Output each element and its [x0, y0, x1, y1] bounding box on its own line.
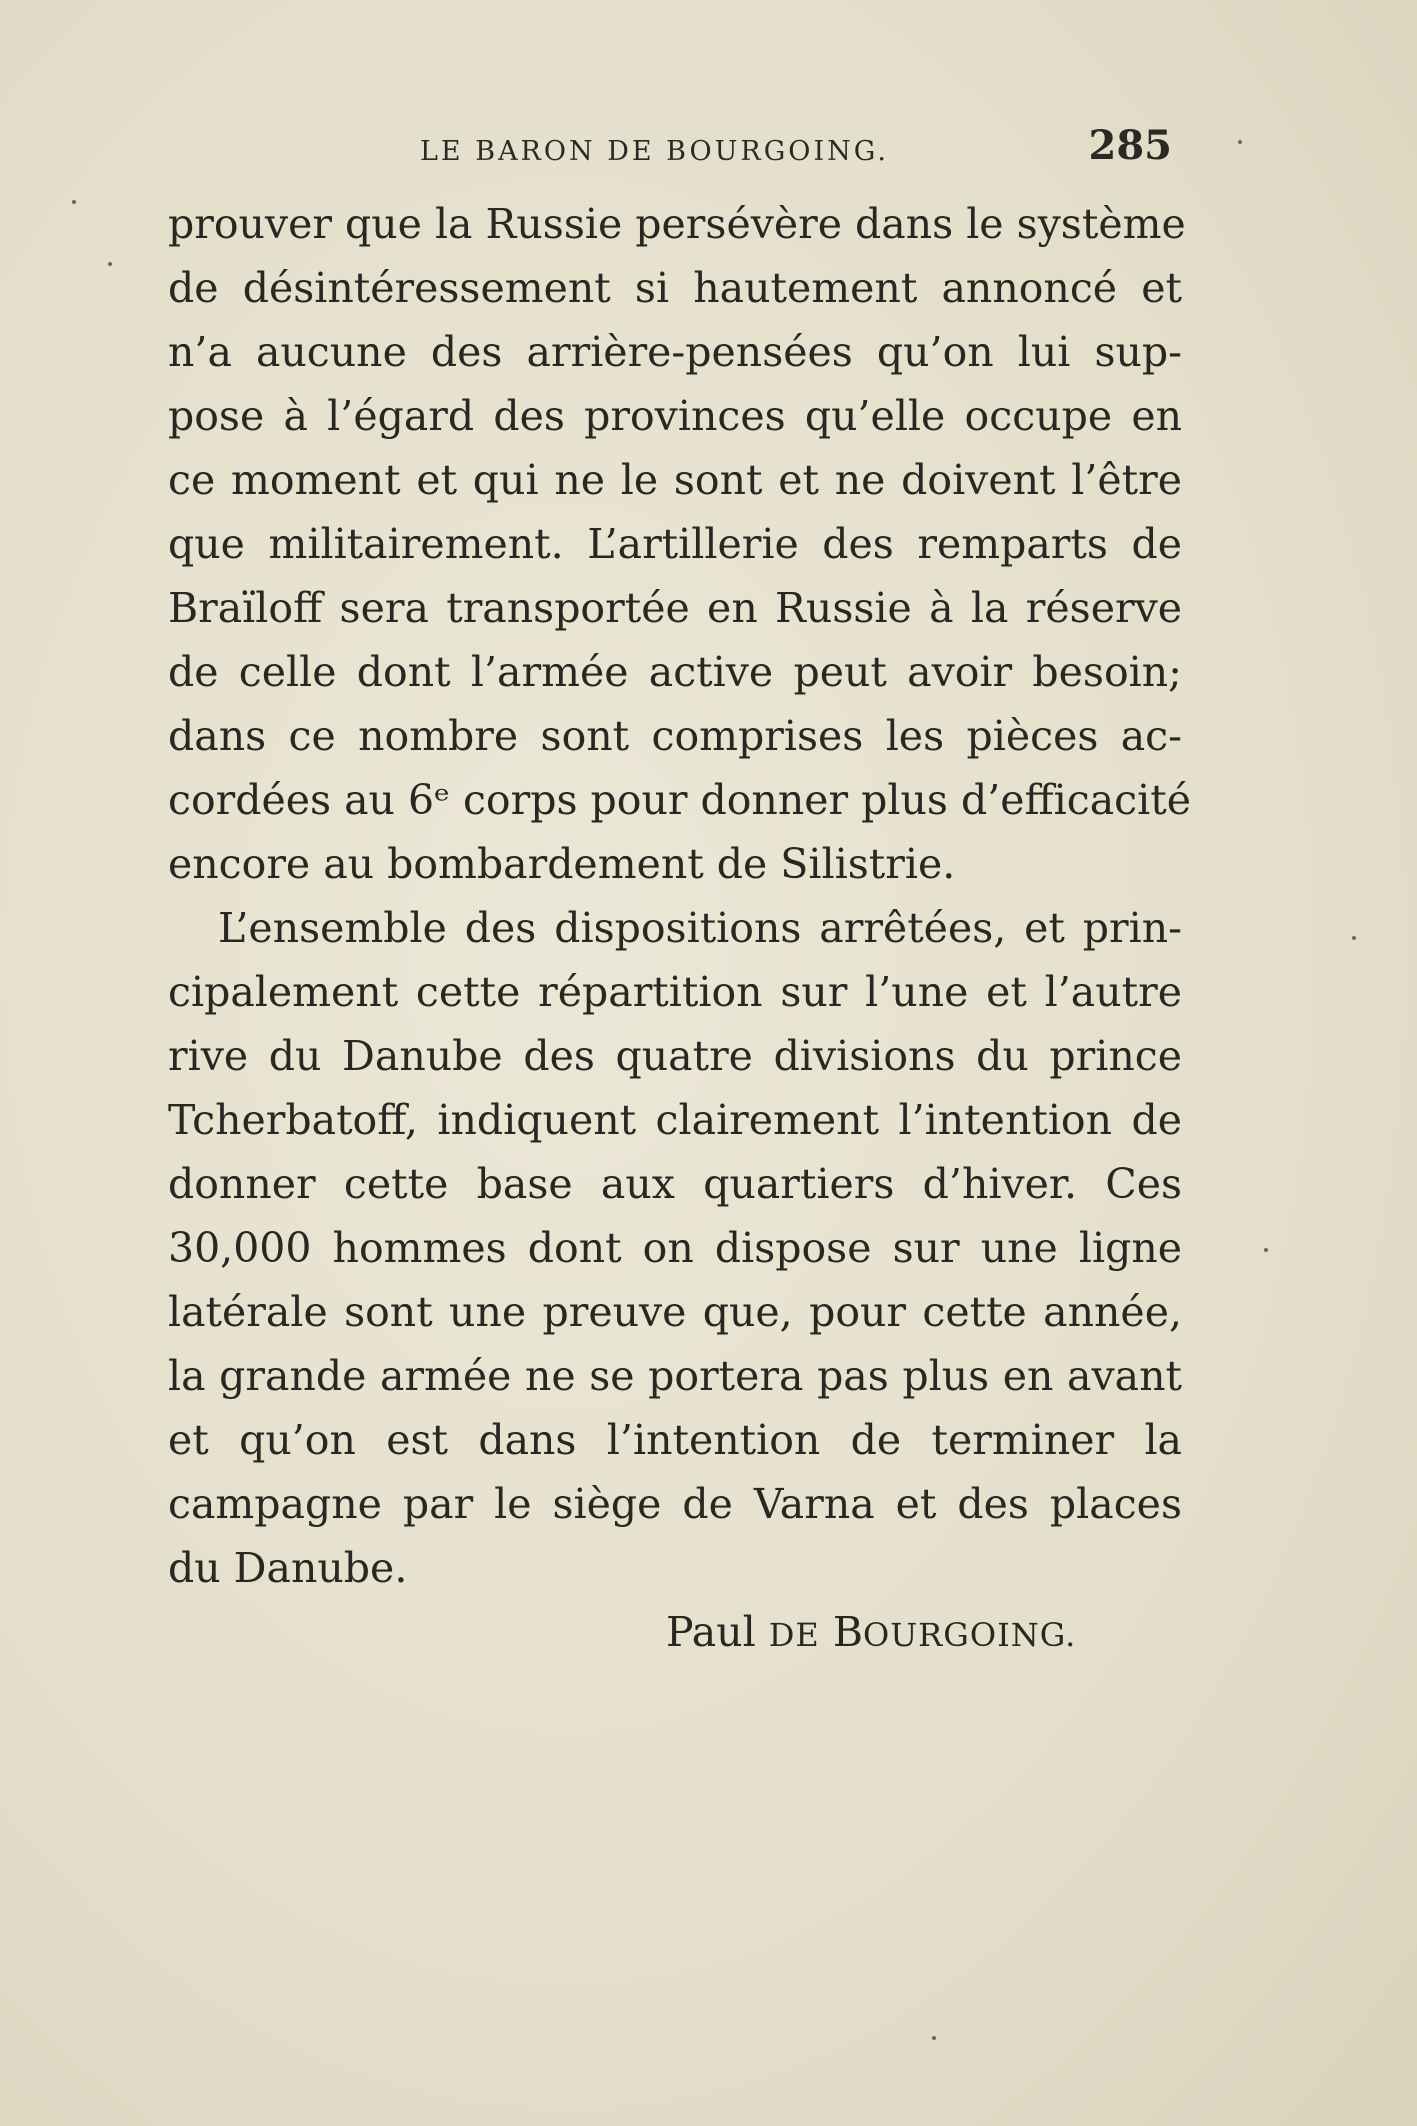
body-text: [168, 192, 1191, 1600]
signature-surname-rest: OURGOING.: [862, 1616, 1077, 1654]
paper-speck: [108, 262, 112, 266]
text-line: rive du Danube des quatre divisions du prince: [168, 1032, 1182, 1080]
paragraph-end-line: du Danube.: [168, 1544, 408, 1592]
text-line: ce moment et qui ne le sont et ne doivent l’être: [168, 456, 1182, 504]
text-line: de celle dont l’armée active peut avoir besoin;: [168, 648, 1182, 696]
page-number: 285: [1088, 122, 1172, 169]
text-line: Tcherbatoff, indiquent clairement l’intention de: [168, 1096, 1182, 1144]
text-line: et qu’on est dans l’intention de terminer la: [168, 1416, 1182, 1464]
text-line: prouver que la Russie persévère dans le système: [168, 200, 1186, 248]
text-line: 30,000 hommes dont on dispose sur une ligne: [168, 1224, 1182, 1272]
text-line: Braïloff sera transportée en Russie à la réserve: [168, 584, 1182, 632]
running-title: LE BARON DE BOURGOING.: [420, 136, 889, 167]
signature-surname-initial: B: [832, 1608, 863, 1656]
paper-speck: [1352, 936, 1356, 940]
text-line: latérale sont une preuve que, pour cette année,: [168, 1288, 1182, 1336]
text-line: donner cette base aux quartiers d’hiver. Ces: [168, 1160, 1182, 1208]
text-line: dans ce nombre sont comprises les pièces ac-: [168, 712, 1182, 760]
paragraph-end-line: encore au bombardement de Silistrie.: [168, 840, 956, 888]
text-line: que militairement. L’artillerie des remparts de: [168, 520, 1182, 568]
signature-given-name: Paul: [666, 1608, 756, 1656]
author-signature: [666, 1608, 1076, 1656]
paper-speck: [932, 2036, 936, 2040]
text-line: campagne par le siège de Varna et des places: [168, 1480, 1182, 1528]
text-line: de désintéressement si hautement annoncé et: [168, 264, 1182, 312]
paper-speck: [72, 200, 76, 204]
running-head: [170, 122, 1180, 178]
text-line: cipalement cette répartition sur l’une et l’autre: [168, 968, 1182, 1016]
text-line: la grande armée ne se portera pas plus en avant: [168, 1352, 1182, 1400]
paper-speck: [1264, 1248, 1268, 1252]
text-line: cordées au 6ᵉ corps pour donner plus d’efficacité: [168, 776, 1191, 824]
text-line: pose à l’égard des provinces qu’elle occupe en: [168, 392, 1182, 440]
paragraph-start-line: L’ensemble des dispositions arrêtées, et prin-: [218, 904, 1182, 952]
paper-speck: [1238, 140, 1242, 144]
text-line: n’a aucune des arrière-pensées qu’on lui sup-: [168, 328, 1182, 376]
signature-particle: DE: [768, 1616, 820, 1654]
